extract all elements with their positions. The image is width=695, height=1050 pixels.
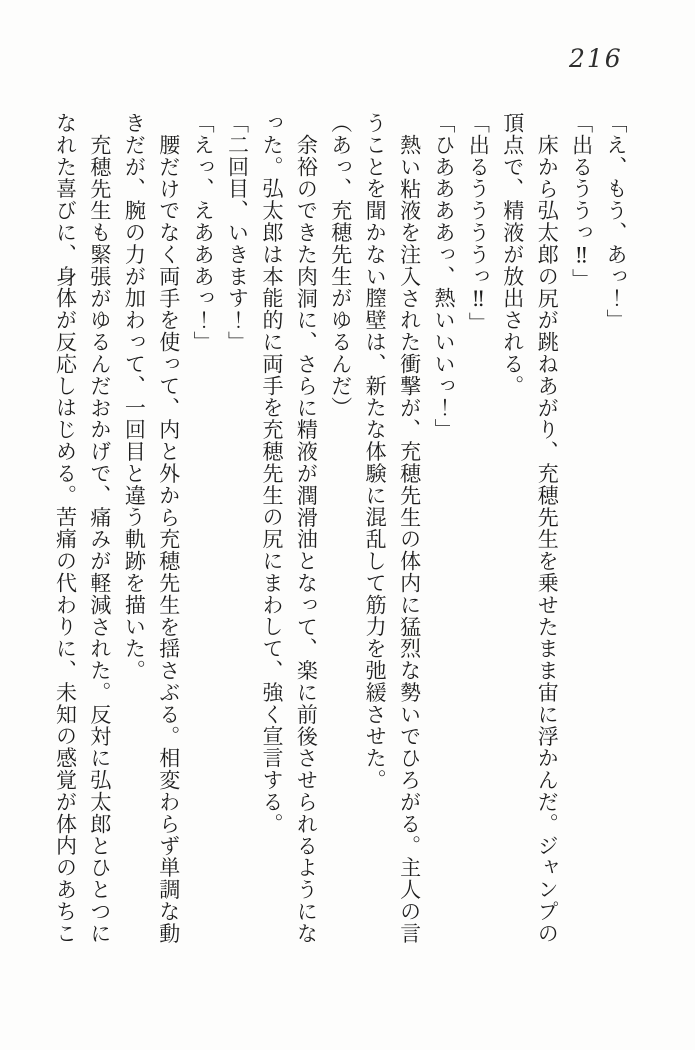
dialogue-line: 「え、もう、あっ！」 bbox=[604, 112, 628, 331]
dialogue-line: 「出るううううっ‼」 bbox=[466, 112, 491, 334]
dialogue-line: 「出るううっ‼」 bbox=[569, 112, 594, 291]
dialogue-line: 「えっ、えあああっ！」 bbox=[191, 112, 216, 353]
vertical-text-block bbox=[48, 112, 633, 948]
dialogue-line: 「二回目、いきます！」 bbox=[225, 112, 250, 353]
page-number: 216 bbox=[569, 44, 623, 73]
thought-line: （あっ、充穂先生がゆるんだ） bbox=[328, 112, 353, 419]
narrative-line: 腰だけでなく両手を使って、内と外から充穂先生を揺さぶる。相変わらず単調な動きだが、腕の力が加わって、一回目と違う軌跡を描いた。 bbox=[122, 112, 181, 945]
narrative-line: 床から弘太郎の尻が跳ねあがり、充穂先生を乗せたまま宙に浮かんだ。ジャンプの頂点で、精液が放出される。 bbox=[500, 112, 560, 945]
narrative-line: 充穂先生も緊張がゆるんだおかげで、痛みが軽減された。反対に弘太郎とひとつになれた喜びに、身体が反応しはじめる。苦痛の代わりに、未知の感覚が体内のあちこ bbox=[53, 112, 112, 945]
dialogue-line: 「ひああああっ、熱いいいっ！」 bbox=[431, 112, 456, 441]
narrative-line: 余裕のできた肉洞に、さらに精液が潤滑油となって、楽に前後させられるようになった。弘太郎は本能的に両手を充穂先生の尻にまわして、強く宣言する。 bbox=[259, 112, 319, 945]
narrative-line: 熱い粘液を注入された衝撃が、充穂先生の体内に猛烈な勢いでひろがる。主人の言うことを聞かない膣壁は、新たな体験に混乱して筋力を弛緩させた。 bbox=[363, 112, 422, 945]
